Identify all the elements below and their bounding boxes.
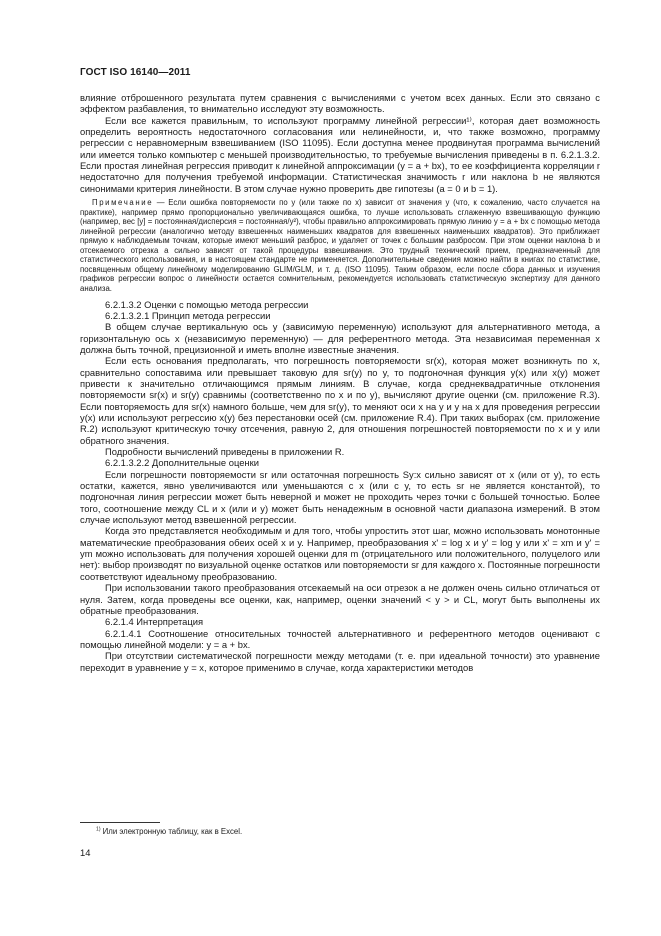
paragraph: При использовании такого преобразования отсекаемый на оси отрезок a не должен очень сильно отличаться от нуля. Затем, когда проведены все оценки, как, например, оценки значений < y > и CL, могут быть выполнены их обратные преобразования.	[80, 582, 600, 616]
footnote-mark: 1)	[96, 826, 101, 833]
paragraph: В общем случае вертикальную ось y (зависимую переменную) используют для альтернативного метода, а горизонтальную ось x (независимую переменную) — для референтного метода. Эта независимая переменная x должна быть точной, прецизионной и иметь вполне известные значения.	[80, 321, 600, 355]
section-heading: 6.2.1.3.2 Оценки с помощью метода регрессии	[105, 298, 309, 310]
paragraph: Если есть основания предполагать, что погрешность повторяемости sr(x), которая может возникнуть по x, сравнительно сопоставима или превышает таковую для sr(y) по y, то подгоночная функция y(x) или x(y) может привести к значительно отличающимся прямым линиям. В случае, когда среднеквадратичные отклонения повторяемости sr(x) и sr(y) сравнимы (соответственно по x и по y), вычисляют другие оценки (см. приложение R.3). Если повторяемость для sr(x) намного больше, чем для sr(y), то меняют оси x на y и y на x для проведения регрессии y(x) или используют регрессию x(y) без перестановки осей (см. приложение R.4). При таких выборах (см. приложение R.2) используют критическую точку отсечения, равную 2, для отношения погрешностей повторяемости по x и y или обратного значения.	[80, 355, 600, 446]
paragraph: Когда это представляется необходимым и для того, чтобы упростить этот шаг, можно использовать монотонные математические преобразования обеих осей x и y. Например, преобразования x' = log x и y' = log y или x' = xm и y' = ym можно использовать для получения хорошей оценки для m (отрицательного или положительного, полуцелого или нет): выбор производят по визуальной оценке остатков или повторяемости sr для каждого x. Постоянные погрешности соответствуют идеальному преобразованию.	[80, 525, 600, 582]
footnote-divider	[80, 822, 160, 823]
paragraph: При отсутствии систематической погрешности между методами (т. е. при идеальной точности) это уравнение переходит в уравнение y = x, которое применимо в случае, когда характеристики методов	[80, 650, 600, 673]
footnote-text: Или электронную таблицу, как в Excel.	[100, 827, 243, 836]
note-text: — Если ошибка повторяемости по y (или также по x) зависит от значения y (что, к сожалению, часто случается на практике), например прямо пропорционально увеличивающаяся ошибка, то лучше использовать сглаженную взвешивающую функцию (например, вес [y] = постоянная/дисперсия = постоянная/y²), чтобы правильно аппроксимировать прямую линию y = a + bx с помощью метода линейной регрессии (аналогично методу взвешенных наименьших квадратов для взвешенных наименьших квадратов). Это приближает прямую к наблюдаемым точкам, которые имеют меньший разброс, и удаляет от точек с большим разбросом. При этом оценки наклона b и отсекаемого отрезка a сильно зависят от такой процедуры взвешивания. Это трудный технический прием, предназначенный для статистического использования, и в настоящем стандарте не применяется. Дополнительные сведения можно найти в книгах по статистике, посвященным общему линейному моделированию GLIM/GLM, и т. д. (ISO 11095). Таким образом, если после сбора данных и изучения графиков регрессии вопрос о линейности остается сомнительным, рекомендуется использовать статистическую экспертизу для данного анализа.	[80, 198, 600, 294]
section-heading: 6.2.1.3.2.1 Принцип метода регрессии	[105, 309, 271, 321]
document-header: ГОСТ ISO 16140—2011	[80, 67, 191, 78]
note	[80, 198, 600, 293]
paragraph: Подробности вычислений приведены в приложении R.	[105, 446, 345, 458]
section-heading: 6.2.1.4 Интерпретация	[105, 616, 204, 628]
paragraph: влияние отброшенного результата путем сравнения с вычислениями с учетом всех данных. Если это связано с эффектом разбавления, то внимательно исследуют эту возможность.	[80, 92, 600, 115]
footnote	[96, 827, 242, 836]
page-number: 14	[80, 847, 91, 858]
paragraph: Если погрешности повторяемости sr или остаточная погрешность Sy:x сильно зависят от x (или от y), то есть остатки, кажется, явно увеличиваются или уменьшаются с x (или с y, то есть sr не является константой), то подгоночная линия регрессии может быть неверной и может не проходить через точки с большей точностью. Более того, соотношение между CL и x (или и y) может быть ненадежным в основной части диапазона измерений. В этом случае используют метод взвешенной регрессии.	[80, 468, 600, 526]
paragraph: Если все кажется правильным, то используют программу линейной регрессии¹⁾, которая дает возможность определить вероятность недостаточного согласования или нелинейности, и, что также возможно, программу регрессии с неравномерным взвешиванием (ISO 11095). Если доступна менее продвинутая программа вычислений или имеется только компьютер с меньшей производительностью, то требуемые вычисления приведены в п. 6.2.1.3.2. Если простая линейная регрессия приводит к линейной аппроксимации (y = a + bx), то ее коэффициента корреляции r недостаточно для получения требуемой информации. Статистическая значимость r или наклона b не являются синонимами критерия линейности. В этом случае нужно проверить две гипотезы (a = 0 и b = 1).	[80, 114, 600, 194]
section-heading: 6.2.1.3.2.2 Дополнительные оценки	[105, 457, 259, 469]
document-body	[80, 92, 600, 673]
note-label: Примечание	[92, 198, 154, 208]
paragraph: 6.2.1.4.1 Соотношение относительных точностей альтернативного и референтного методов оценивают с помощью линейной модели: y = a + bx.	[80, 627, 600, 650]
